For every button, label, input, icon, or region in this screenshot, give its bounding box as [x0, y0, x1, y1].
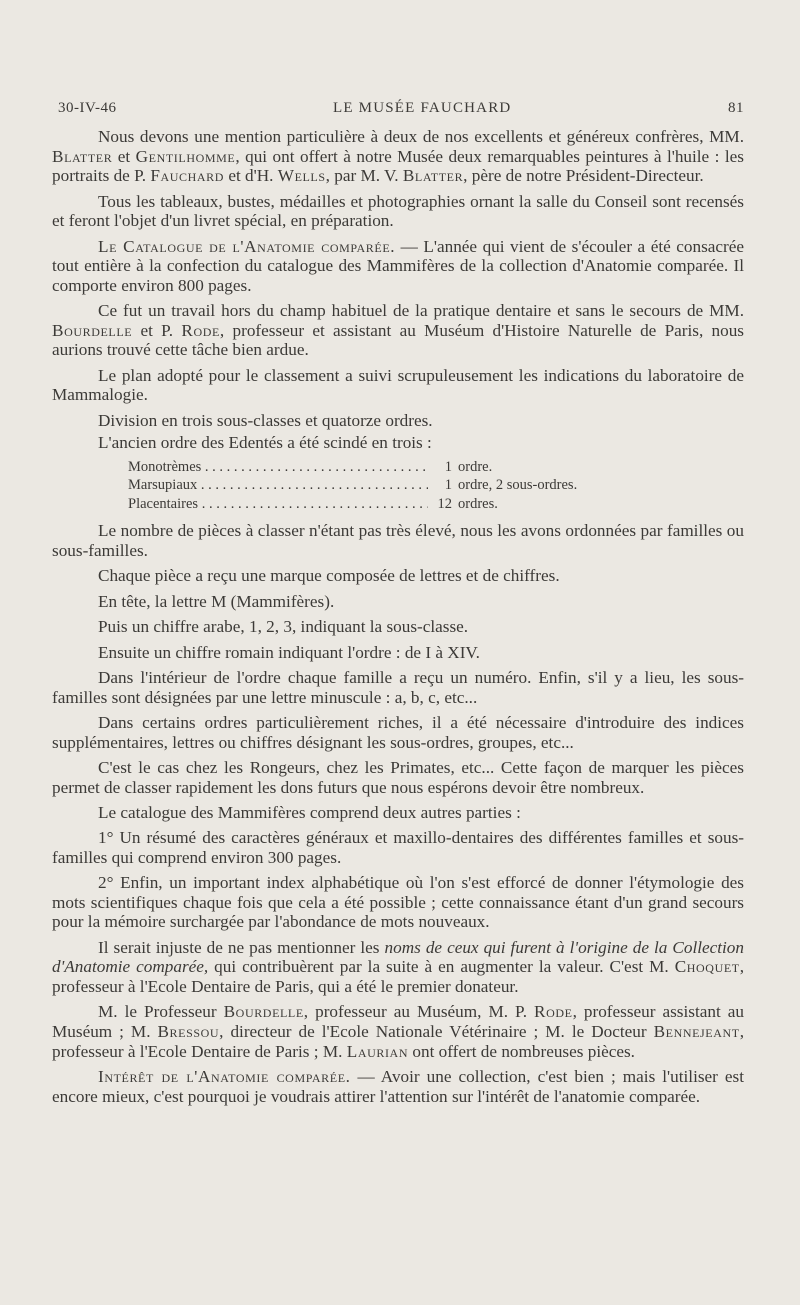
person-name: Wells	[277, 166, 326, 186]
page-number: 81	[727, 100, 744, 116]
paragraph-catalogue: Le Catalogue de l'Anatomie comparée. — L'année qui vient de s'écouler a été consacrée tout entière à la confection du catalogue des Mammifères de la collection d'Anatomie comparée. Il comporte environ 800 pages.	[52, 236, 744, 295]
list-item: Placentaires . . . 12 ordres.	[128, 495, 744, 514]
person-name: Bennejeant	[653, 1022, 740, 1042]
paragraph: Le catalogue des Mammifères comprend deux autres parties :	[98, 802, 521, 822]
paragraph-interest: Intérêt de l'Anatomie comparée. — Avoir une collection, c'est bien ; mais l'utiliser est encore mieux, c'est pourquoi je voudrais attirer l'attention sur l'intérêt de l'anatomie comparée.	[52, 1067, 744, 1106]
running-header	[58, 100, 744, 117]
orders-list	[128, 458, 744, 514]
person-name: Bourdelle	[223, 1002, 304, 1022]
paragraph-edentes: L'ancien ordre des Edentés a été scindé en trois :	[98, 433, 432, 453]
paragraph-council-room: Tous les tableaux, bustes, médailles et photographies ornant la salle du Conseil sont recensés et feront l'objet d'un livret spécial, en préparation.	[52, 191, 744, 231]
body-text	[52, 127, 744, 1112]
paragraph: C'est le cas chez les Rongeurs, chez les Primates, etc... Cette façon de marquer les pièces permet de classer rapidement les dons futurs que nous espérons devoir être nombreux.	[52, 757, 744, 797]
person-name: Gentilhomme	[135, 146, 236, 166]
paragraph: 2° Enfin, un important index alphabétique où l'on s'est efforcé de donner l'étymologie des mots scientifiques chaque fois que cela a été possible ; cette connaissance étant d'un grand secours pour la mémoire surchargée par l'abondance de mots nouveaux.	[52, 873, 744, 932]
paragraph: En tête, la lettre M (Mammifères).	[98, 591, 335, 611]
person-name: Laurian	[346, 1041, 409, 1061]
person-name: Bourdelle	[52, 320, 133, 340]
list-item: Marsupiaux . . . 1 ordre, 2 sous-ordres.	[128, 476, 744, 495]
header-title: LE MUSÉE FAUCHARD	[332, 100, 512, 116]
section-heading: Le Catalogue de l'Anatomie comparée.	[98, 236, 396, 256]
list-item: Monotrèmes . . . 1 ordre.	[128, 458, 744, 477]
paragraph: Dans certains ordres particulièrement riches, il a été nécessaire d'introduire des indices supplémentaires, lettres ou chiffres désignant les sous-ordres, groupes, etc...	[52, 712, 744, 752]
paragraph: Chaque pièce a reçu une marque composée de lettres et de chiffres.	[98, 566, 560, 586]
paragraph-contributors: M. le Professeur Bourdelle, professeur au Muséum, M. P. Rode, professeur assistant au Muséum ; M. Bressou, directeur de l'Ecole Nationale Vétérinaire ; M. le Docteur Bennejeant, professeur à l'Ecole Dentaire de Paris ; M. Laurian ont offert de nombreuses pièces.	[52, 1002, 744, 1061]
header-date: 30-IV-46	[58, 100, 117, 116]
person-name: Fauchard	[150, 166, 225, 186]
paragraph: Dans l'intérieur de l'ordre chaque famille a reçu un numéro. Enfin, s'il y a lieu, les sous-familles sont désignées par une lettre minuscule : a, b, c, etc...	[52, 667, 744, 707]
person-name: Bressou	[157, 1022, 220, 1042]
person-name: Choquet	[674, 957, 740, 977]
person-name: Blatter	[402, 166, 464, 186]
paragraph: 1° Un résumé des caractères généraux et maxillo-dentaires des différentes familles et sous-familles qui comprend environ 300 pages.	[52, 828, 744, 867]
paragraph-donations: Nous devons une mention particulière à deux de nos excellents et généreux confrères, MM. Blatter et Gentilhomme, qui ont offert à notre Musée deux remarquables peintures à l'huile : les portraits de P. Fauchard et d'H. Wells, par M. V. Blatter, père de notre Président-Directeur.	[52, 127, 744, 186]
person-name: Rode	[181, 320, 220, 340]
paragraph: Puis un chiffre arabe, 1, 2, 3, indiquant la sous-classe.	[98, 617, 469, 637]
person-name: Rode	[534, 1002, 573, 1022]
section-heading: Intérêt de l'Anatomie comparée.	[98, 1067, 351, 1086]
paragraph-founders: Il serait injuste de ne pas mentionner les noms de ceux qui furent à l'origine de la Collection d'Anatomie comparée, qui contribuèrent par la suite à en augmenter la valeur. C'est M. Choquet, professeur à l'Ecole Dentaire de Paris, qui a été le premier donateur.	[52, 937, 744, 997]
paragraph: Ensuite un chiffre romain indiquant l'ordre : de I à XIV.	[98, 642, 480, 662]
paragraph-museum-help: Ce fut un travail hors du champ habituel de la pratique dentaire et sans le secours de MM. Bourdelle et P. Rode, professeur et assistant au Muséum d'Histoire Naturelle de Paris, nous aurions trouvé cette tâche bien ardue.	[52, 301, 744, 360]
person-name: Blatter	[52, 146, 113, 166]
paragraph-division: Division en trois sous-classes et quatorze ordres.	[98, 410, 433, 430]
paragraph: Le nombre de pièces à classer n'étant pas très élevé, nous les avons ordonnées par familles ou sous-familles.	[52, 521, 744, 560]
paragraph-plan: Le plan adopté pour le classement a suivi scrupuleusement les indications du laboratoire de Mammalogie.	[52, 365, 744, 405]
